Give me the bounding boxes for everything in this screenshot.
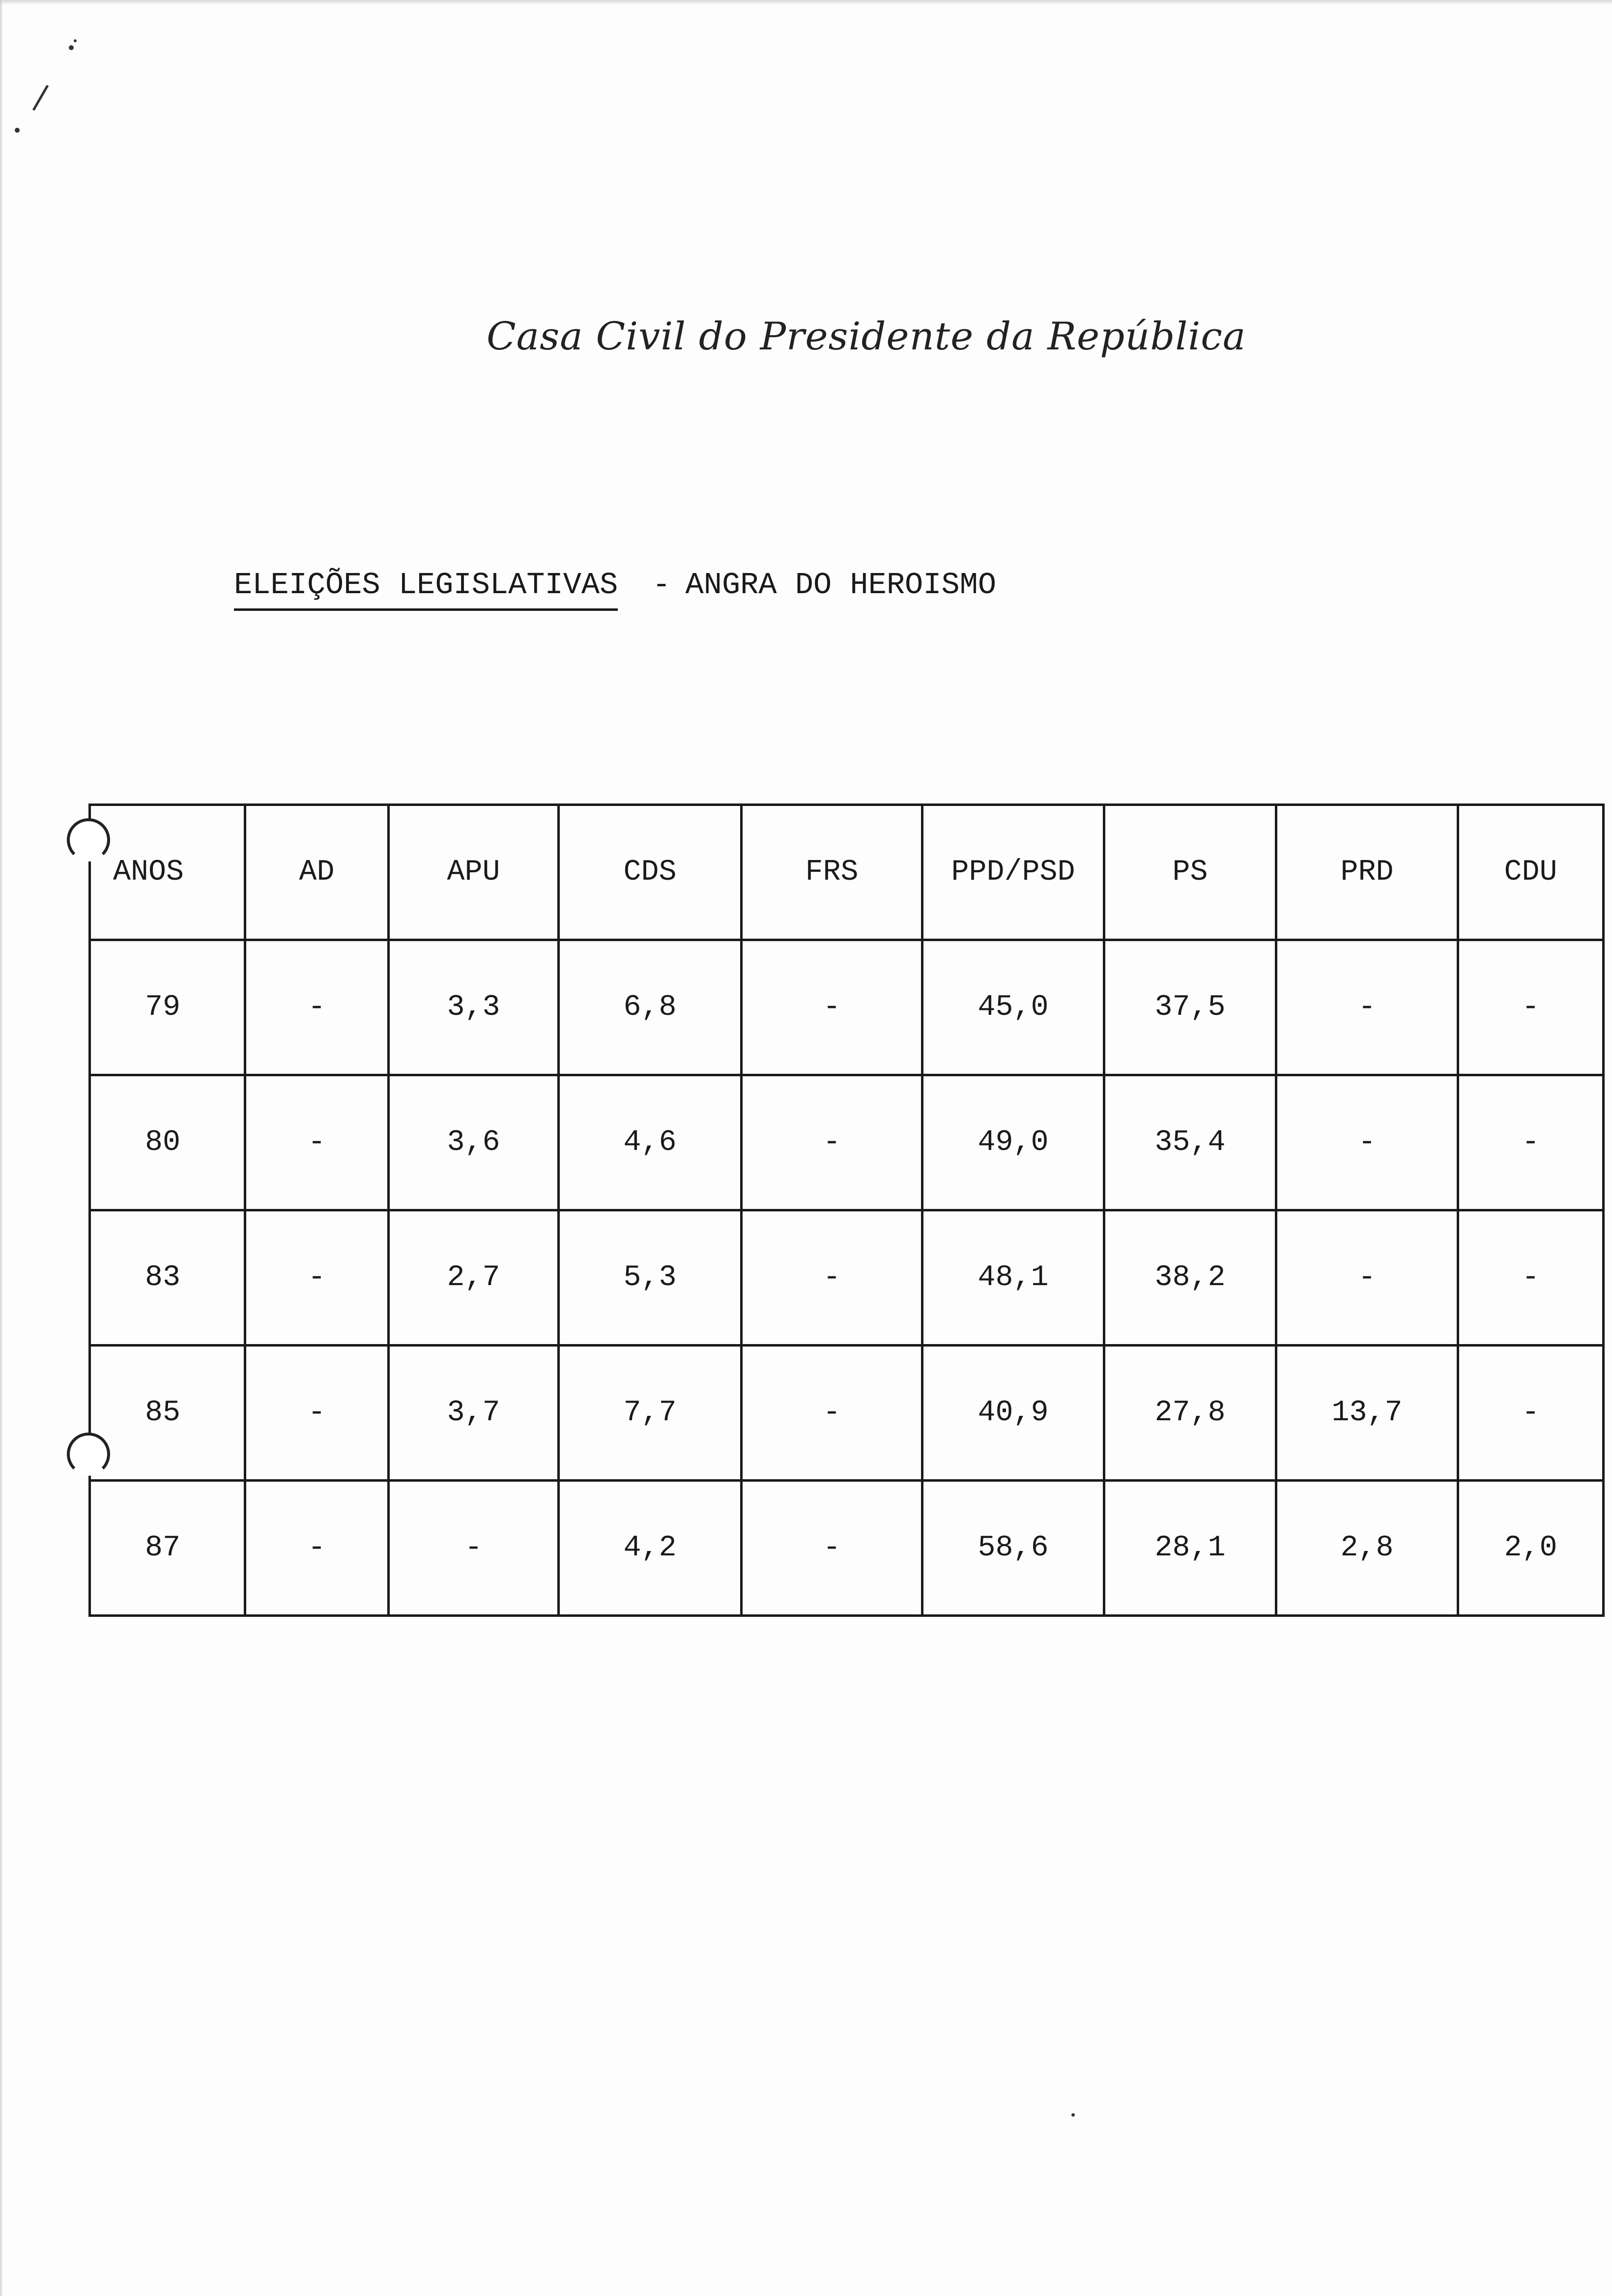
table-cell: 3,7 (389, 1346, 559, 1481)
election-results-table (88, 804, 1605, 1617)
table-cell: 3,3 (389, 940, 559, 1075)
column-header: APU (389, 805, 559, 940)
table-cell: - (742, 1346, 922, 1481)
table-cell: 7,7 (559, 1346, 742, 1481)
table-cell: 80 (90, 1075, 245, 1210)
table-row (90, 1210, 1604, 1346)
table-cell: 85 (90, 1346, 245, 1481)
table-cell: 45,0 (922, 940, 1104, 1075)
table-cell: - (1276, 1075, 1458, 1210)
table-cell: - (1276, 1210, 1458, 1346)
scan-speck (1071, 2113, 1075, 2117)
table-cell: - (1458, 1075, 1604, 1210)
letterhead: Casa Civil do Presidente da República (487, 315, 1246, 359)
table-cell: 48,1 (922, 1210, 1104, 1346)
punch-hole-upper (67, 818, 110, 861)
heading-place: ANGRA DO HEROISMO (685, 568, 997, 603)
table-cell: - (245, 1210, 389, 1346)
table-cell: 40,9 (922, 1346, 1104, 1481)
column-header: PS (1104, 805, 1276, 940)
table-cell: - (1458, 1346, 1604, 1481)
table-cell: 2,0 (1458, 1481, 1604, 1616)
table-cell: 13,7 (1276, 1346, 1458, 1481)
table-cell: - (245, 1075, 389, 1210)
table-cell: 38,2 (1104, 1210, 1276, 1346)
heading-title: ELEIÇÕES LEGISLATIVAS (234, 568, 618, 611)
table-cell: 4,6 (559, 1075, 742, 1210)
column-header: PPD/PSD (922, 805, 1104, 940)
scan-speck (15, 128, 20, 133)
scan-edge-left (0, 0, 3, 2296)
table-cell: - (389, 1481, 559, 1616)
table-cell: 27,8 (1104, 1346, 1276, 1481)
table-cell: - (1276, 940, 1458, 1075)
document-heading (234, 568, 996, 611)
heading-separator: - (652, 568, 671, 603)
column-header: AD (245, 805, 389, 940)
column-header: ANOS (90, 805, 245, 940)
table-cell: 35,4 (1104, 1075, 1276, 1210)
table-cell: 3,6 (389, 1075, 559, 1210)
table-cell: 2,7 (389, 1210, 559, 1346)
table-cell: - (1458, 940, 1604, 1075)
table-cell: 6,8 (559, 940, 742, 1075)
table-row (90, 1075, 1604, 1210)
table-cell: 37,5 (1104, 940, 1276, 1075)
column-header: FRS (742, 805, 922, 940)
table-cell: 83 (90, 1210, 245, 1346)
table-row (90, 1346, 1604, 1481)
table-cell: 49,0 (922, 1075, 1104, 1210)
scan-edge-top (0, 0, 1612, 5)
table-cell: - (245, 1346, 389, 1481)
table-cell: - (245, 1481, 389, 1616)
table-cell: 58,6 (922, 1481, 1104, 1616)
table-cell: 87 (90, 1481, 245, 1616)
table-cell: 2,8 (1276, 1481, 1458, 1616)
table-cell: - (742, 1075, 922, 1210)
column-header: PRD (1276, 805, 1458, 940)
table-cell: - (742, 1481, 922, 1616)
table-cell: - (1458, 1210, 1604, 1346)
column-header: CDS (559, 805, 742, 940)
table-cell: - (742, 1210, 922, 1346)
table-header-row (90, 805, 1604, 940)
column-header: CDU (1458, 805, 1604, 940)
scan-speck (69, 45, 74, 50)
table-cell: - (742, 940, 922, 1075)
table-cell: 4,2 (559, 1481, 742, 1616)
table-row (90, 1481, 1604, 1616)
table-cell: - (245, 940, 389, 1075)
table-row (90, 940, 1604, 1075)
table-cell: 79 (90, 940, 245, 1075)
punch-hole-lower (67, 1433, 110, 1476)
scan-stroke (32, 85, 49, 111)
table-cell: 28,1 (1104, 1481, 1276, 1616)
scan-speck (74, 39, 77, 42)
table-cell: 5,3 (559, 1210, 742, 1346)
